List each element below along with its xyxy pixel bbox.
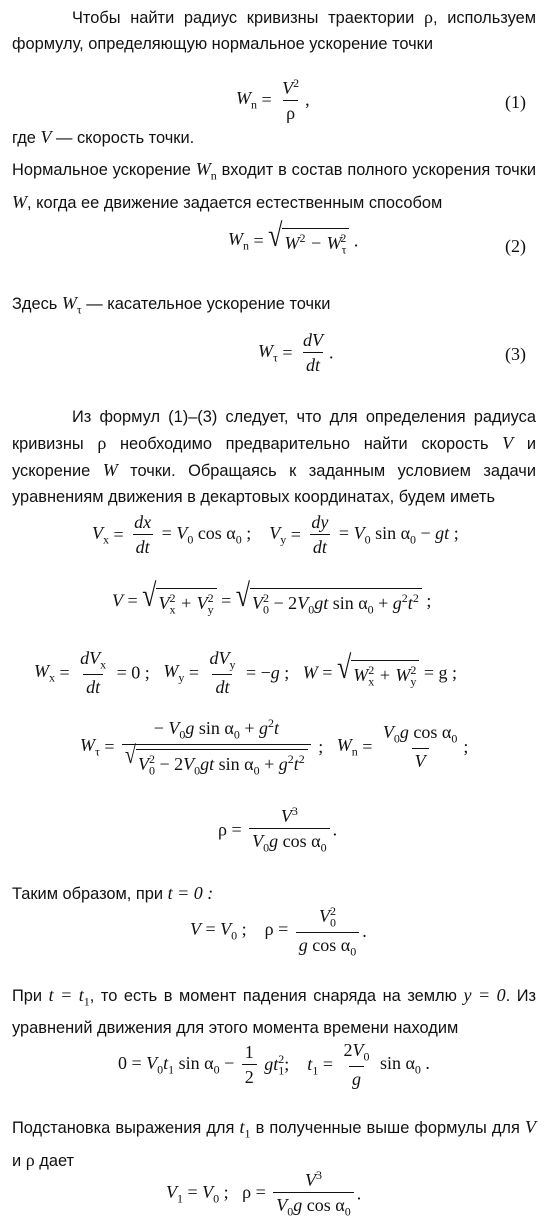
equation-1: $W_n$ = $\frac{V^2}{\rho}$ , (1) — [236, 76, 526, 123]
thus-text: Таким образом, при — [12, 885, 164, 903]
intro-text-a: Чтобы найти радиус кривизны траектории — [72, 9, 415, 27]
substitution-text-a: Подстановка выражения для — [12, 1119, 235, 1137]
substitution-text-d: дает — [39, 1151, 75, 1170]
equation-accel-components: $W_x$ = $\frac{dV_x}{dt}$ = 0 ; $W_y$ = $\frac{dV_y}{dt}$ = −g ; W = √ $W_x^2 + W_y^2$ = g ; — [34, 648, 458, 697]
normal-text-c: , когда ее движение задается естественным способом — [27, 193, 443, 212]
equation-tangential-normal: $W_\tau$ = − $V_0g$ $\sin \alpha_0 + g^2t$ √ $V_0^2 - 2V_0gt$ $\sin \alpha_0 + g^2t^2$ ; $W_n$ = $\frac{V_0g \cos \alpha_0}{V}$ ; — [80, 716, 469, 778]
formulas-text-c: и ускорение — [12, 435, 536, 480]
substitution-text-b: в полученные выше формулы для — [255, 1119, 520, 1137]
equation-3: $W_\tau$ = $\frac{dV}{dt}$ . (3) — [258, 330, 526, 375]
rho-symbol: ρ — [423, 7, 433, 27]
normal-text-b: входит в состав полного ускорения точки — [221, 161, 537, 179]
y-zero: y = 0 — [463, 985, 506, 1005]
paragraph-at-landing — [12, 982, 536, 1041]
equation-2: $W_n$ = √ $W^2 - W_\tau^2$ . (2) — [228, 217, 526, 257]
equation-number-1: (1) — [505, 92, 526, 112]
where-text-b: — скорость точки. — [56, 129, 195, 147]
intro-text-b: , используем формулу, определяющую нормальное ускорение точки — [12, 9, 537, 53]
where-text-a: где — [12, 129, 36, 147]
formulas-text-a: Из формул (1)–(3) следует, что для определения радиуса кривизны — [12, 408, 536, 453]
paragraph-where — [12, 124, 536, 151]
paragraph-thus — [12, 880, 536, 907]
tangential-text-a: Здесь — [12, 295, 58, 313]
tangential-text-b: — касательное ускорение точки — [86, 295, 331, 313]
normal-text-a: Нормальное ускорение — [12, 161, 191, 179]
paragraph-normal-accel: Нормальное ускорение $W_n$ входит в состав полного ускорения точки W, когда ее движение задается естественным способом — [12, 159, 537, 212]
landing-text-c: . Из уравнений движения для этого момента времени находим — [12, 987, 536, 1037]
equation-number-2: (2) — [505, 236, 526, 256]
equation-velocity-components: $V_x$ = $\frac{dx}{dt}$ = $V_0$ $\cos \alpha_0$ ; $V_y$ = $\frac{dy}{dt}$ = $V_0$ $\sin \alpha_0$ − gt ; — [92, 512, 459, 557]
equation-radius-general: ρ = $\frac{V^3}{V_0g \cos \alpha_0}$ . — [218, 804, 338, 855]
t1-subscript: 1 — [83, 994, 90, 1009]
substitution-text-c: и — [12, 1151, 22, 1170]
formulas-text-b: необходимо предварительно найти скорость — [119, 435, 489, 453]
t-equals-t1: t = t — [48, 985, 84, 1005]
equation-landing-time: $0 = V_0t_1$ $\sin \alpha_0$ − $\frac{1}{2}$ $gt_1^2$; $t_1$ = $\frac{2V_0}{g}$ $\sin \alpha_0$ . — [118, 1040, 430, 1089]
paragraph-from-formulas: Из формул (1)–(3) следует, что для определения радиуса кривизны ρ необходимо предварительно найти скорость V и ускорение W точки. Обращаясь к заданным условием задачи уравнениям движения в декартовых координатах, будем иметь — [12, 408, 537, 506]
paragraph-tangential: Здесь $W_\tau$ — касательное ускорение точки — [12, 293, 331, 317]
landing-text-a: При — [12, 987, 43, 1005]
equation-velocity-magnitude: V = √ $V_x^2 + V_y^2$ = √ $V_0^2 - 2V_0gt$ $\sin \alpha_0 + g^2t^2$ ; — [112, 577, 432, 617]
paragraph-substitution: Подстановка выражения для $t_1$ в полученные выше формулы для V и ρ дает — [12, 1117, 536, 1170]
paragraph-intro — [12, 4, 536, 57]
accel-symbol: W — [12, 191, 27, 212]
velocity-symbol: V — [40, 127, 52, 147]
formulas-text-d: точки. Обращаясь к заданным условием задачи уравнениям движения в декартовых координатах, будем иметь — [12, 462, 537, 506]
equation-number-3: (3) — [505, 344, 526, 364]
t-zero: t = 0 : — [167, 883, 214, 903]
equation-initial-values: $V = V_0$ ; ρ = $\frac{V_0^2}{g \cos \alpha_0}$ . — [190, 904, 367, 959]
equation-final: $V_1 = V_0$ ; ρ = $\frac{V^3}{V_0g \cos \alpha_0}$ . — [166, 1168, 362, 1219]
landing-text-b: , то есть в момент падения снаряда на землю — [89, 987, 457, 1005]
